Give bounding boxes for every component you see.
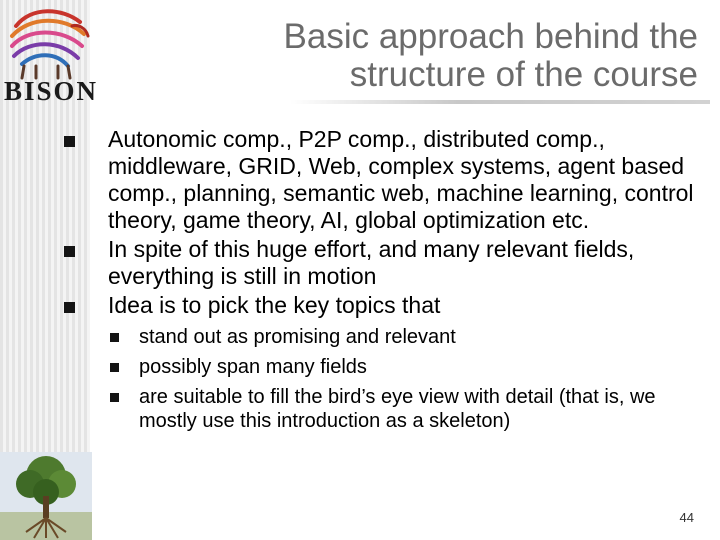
bullet-text: Idea is to pick the key topics that	[108, 292, 441, 318]
slide-title	[138, 18, 698, 94]
sub-bullet-item	[108, 355, 702, 379]
sub-bullet-text: stand out as promising and relevant	[139, 326, 456, 348]
sub-bullet-item	[108, 325, 702, 349]
title-underline	[290, 100, 710, 104]
sub-bullet-list	[108, 325, 702, 433]
bullet-text: Autonomic comp., P2P comp., distributed comp., middleware, GRID, Web, complex systems, agent based comp., planning, semantic web, machine learning, control theory, game theory, AI, global optimization etc.	[108, 126, 694, 233]
tree-icon	[0, 452, 92, 540]
bullet-item	[62, 236, 702, 290]
sub-bullet-text: are suitable to fill the bird’s eye view with detail (that is, we mostly use this introduction as a skeleton)	[139, 386, 656, 432]
square-bullet-icon	[110, 393, 119, 402]
square-bullet-icon	[64, 246, 75, 257]
slide-title-line-2: structure of the course	[349, 55, 698, 94]
square-bullet-icon	[110, 333, 119, 342]
sub-bullet-item	[108, 385, 702, 433]
page-number: 44	[679, 510, 694, 525]
square-bullet-icon	[64, 302, 75, 313]
bullet-text: In spite of this huge effort, and many relevant fields, everything is still in motion	[108, 236, 635, 289]
bullet-item	[62, 126, 702, 234]
bullet-item	[62, 292, 702, 319]
slide-title-line-1: Basic approach behind the	[283, 17, 698, 56]
square-bullet-icon	[110, 363, 119, 372]
logo-text: BISON	[4, 76, 99, 106]
slide-body	[62, 126, 702, 439]
sub-bullet-text: possibly span many fields	[139, 356, 367, 378]
square-bullet-icon	[64, 136, 75, 147]
